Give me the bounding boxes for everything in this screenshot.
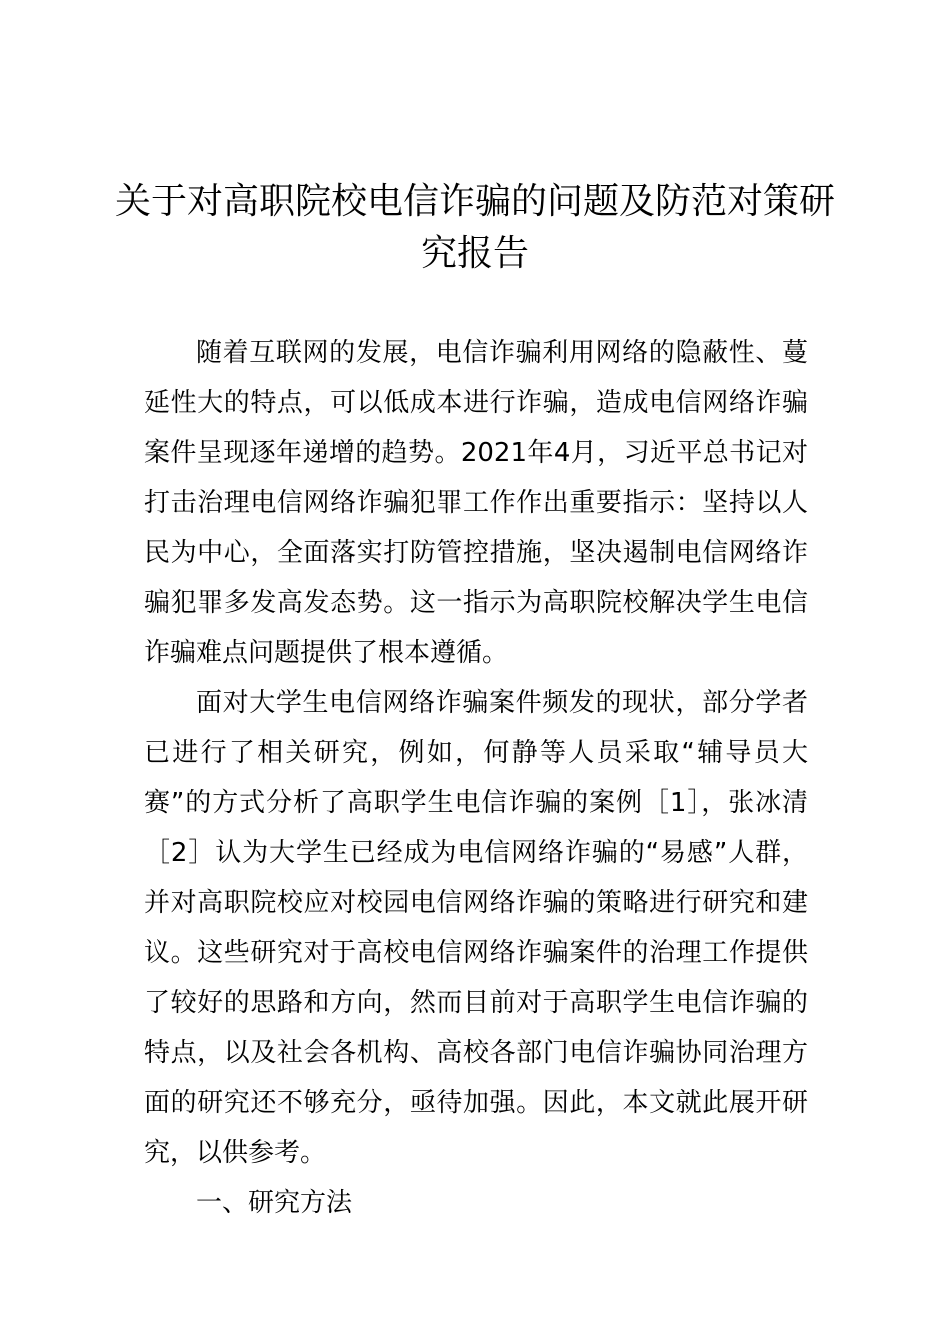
document-body (144, 328, 808, 1228)
paragraph-literature-review: 面对大学生电信网络诈骗案件频发的现状，部分学者已进行了相关研究，例如，何静等人员采取“辅导员大赛”的方式分析了高职学生电信诈骗的案例［1］，张冰清［2］认为大学生已经成为电信网络诈骗的“易感”人群，并对高职院校应对校园电信网络诈骗的策略进行研究和建议。这些研究对于高校电信网络诈骗案件的治理工作提供了较好的思路和方向，然而目前对于高职学生电信诈骗的特点，以及社会各机构、高校各部门电信诈骗协同治理方面的研究还不够充分，亟待加强。因此，本文就此展开研究，以供参考。 (144, 688, 808, 1168)
section-heading-research-methods: 一、研究方法 (196, 1188, 353, 1218)
paragraph-intro: 随着互联网的发展，电信诈骗利用网络的隐蔽性、蔓延性大的特点，可以低成本进行诈骗，造成电信网络诈骗案件呈现逐年递增的趋势。2021年4月，习近平总书记对打击治理电信网络诈骗犯罪工作作出重要指示：坚持以人民为中心，全面落实打防管控措施，坚决遏制电信网络诈骗犯罪多发高发态势。这一指示为高职院校解决学生电信诈骗难点问题提供了根本遵循。 (144, 338, 808, 668)
document-title: 关于对高职院校电信诈骗的问题及防范对策研究报告 (114, 181, 835, 274)
